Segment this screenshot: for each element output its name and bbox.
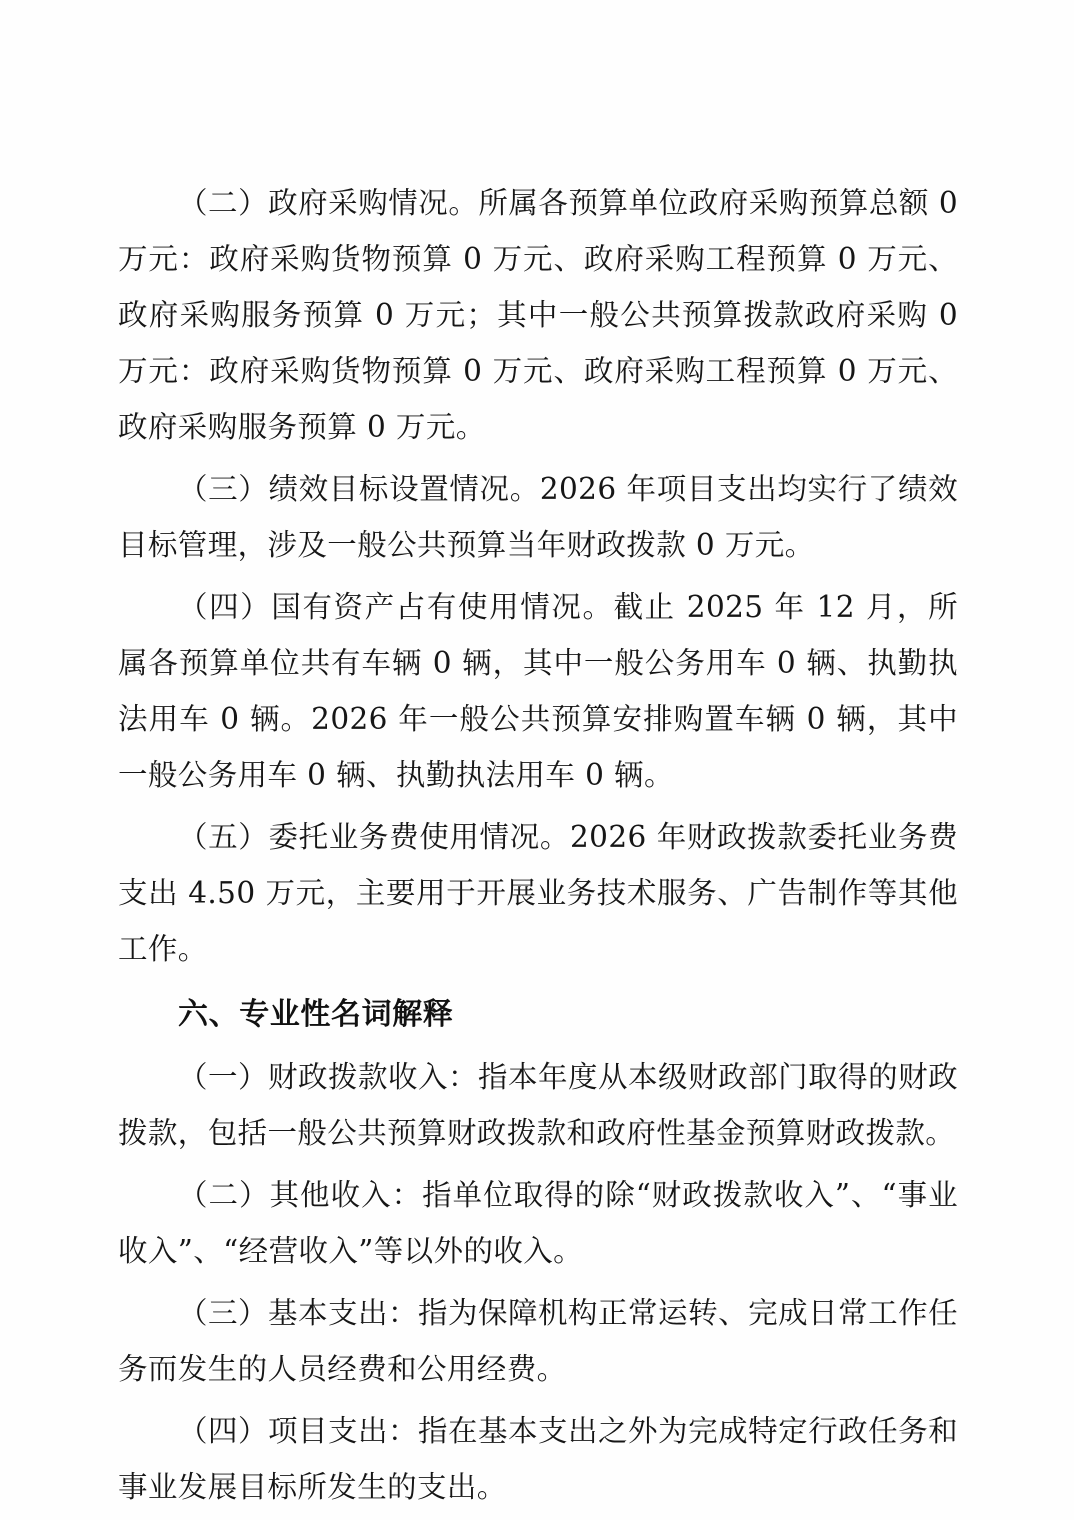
paragraph-term-other-income: （二）其他收入：指单位取得的除“财政拨款收入”、“事业收入”、“经营收入”等以外的收入。 (118, 1178, 958, 1268)
paragraph-performance-target: （三）绩效目标设置情况。2026 年项目支出均实行了绩效目标管理，涉及一般公共预算当年财政拨款 0 万元。 (118, 472, 958, 562)
document-body (118, 175, 958, 1520)
paragraph-entrusted-business-fee: （五）委托业务费使用情况。2026 年财政拨款委托业务费支出 4.50 万元，主要用于开展业务技术服务、广告制作等其他工作。 (118, 820, 958, 966)
paragraph-state-owned-assets: （四）国有资产占有使用情况。截止 2025 年 12 月，所属各预算单位共有车辆 0 辆，其中一般公务用车 0 辆、执勤执法用车 0 辆。2026 年一般公共预算安排购置车辆 0 辆，其中一般公务用车 0 辆、执勤执法用车 0 辆。 (118, 590, 958, 792)
paragraph-term-fiscal-appropriation-income: （一）财政拨款收入：指本年度从本级财政部门取得的财政拨款，包括一般公共预算财政拨款和政府性基金预算财政拨款。 (118, 1060, 958, 1150)
heading-terminology: 六、专业性名词解释 (178, 997, 454, 1032)
paragraph-term-basic-expenditure: （三）基本支出：指为保障机构正常运转、完成日常工作任务而发生的人员经费和公用经费。 (118, 1296, 958, 1386)
paragraph-government-procurement: （二）政府采购情况。所属各预算单位政府采购预算总额 0 万元：政府采购货物预算 0 万元、政府采购工程预算 0 万元、政府采购服务预算 0 万元；其中一般公共预算拨款政府采购 0 万元：政府采购货物预算 0 万元、政府采购工程预算 0 万元、政府采购服务预算 0 万元。 (118, 186, 958, 444)
paragraph-term-project-expenditure: （四）项目支出：指在基本支出之外为完成特定行政任务和事业发展目标所发生的支出。 (118, 1414, 958, 1504)
